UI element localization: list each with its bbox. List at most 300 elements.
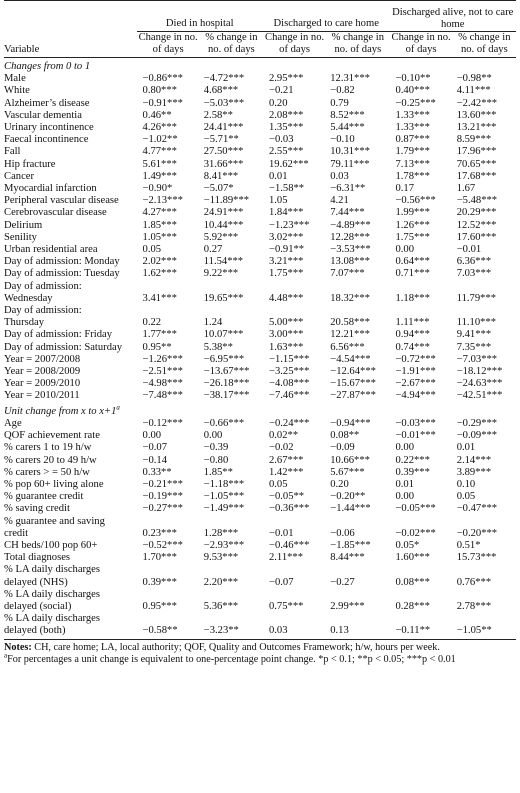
table-row [4,577,516,589]
table-cell [137,564,200,576]
table-row [4,455,516,467]
table-cell: −7.48*** [142,390,183,402]
table-cell: 7.35*** [456,341,492,353]
table-cell: −1.23*** [268,219,310,231]
table-cell: 20.29*** [456,207,497,219]
table-row [4,159,516,171]
table-cell: 12.52*** [456,219,497,231]
table-cell: −5.48*** [456,195,498,207]
table-cell: 0.00 [142,430,162,442]
table-cell: 18.32*** [330,292,370,304]
table-cell [389,564,452,576]
table-row [4,589,516,601]
table-cell: −0.01*** [395,430,436,442]
table-cell: 11.54*** [203,256,244,268]
table-cell: 1.70*** [142,552,177,564]
table-cell: −13.67*** [203,366,250,378]
table-cell: 7.07*** [330,268,365,280]
table-cell: −0.29*** [456,417,498,429]
table-cell: −24.63*** [456,378,503,390]
table-cell: 10.44*** [203,219,244,231]
row-label: % pop 60+ living alone [4,478,104,490]
table-cell [453,564,516,576]
table-cell: −0.21*** [142,478,183,490]
results-table [4,0,516,640]
table-cell: 0.13 [330,625,349,637]
table-row [4,73,516,85]
table-body [4,58,516,638]
table-cell: 3.02*** [268,231,304,243]
notes-label: Notes: [4,641,32,653]
table-row [4,601,516,613]
row-label: % LA daily discharges [4,564,101,576]
table-row [4,183,516,195]
table-cell [263,589,326,601]
table-cell: −0.14 [142,454,168,466]
section-title-text: Changes from 0 to 1 [4,61,91,72]
table-notes [4,642,516,666]
table-cell: −2.67*** [395,378,436,390]
table-cell: 8.41*** [203,170,239,182]
table-cell [137,589,200,601]
table-cell: 13.21*** [456,122,497,134]
row-label: Male [4,73,26,85]
table-cell: 4.27*** [142,207,177,219]
group-header: Discharged to care home [273,17,379,29]
table-cell [453,613,516,625]
table-row [4,366,516,378]
column-header: % change in no. of days [458,32,511,55]
table-cell: 0.95*** [142,600,177,612]
row-label: delayed (NHS) [4,576,68,588]
table-row [4,491,516,503]
table-cell [263,516,326,528]
table-cell: 13.60*** [456,109,497,121]
table-cell: −0.03 [268,134,294,146]
table-cell: 2.11*** [268,552,304,564]
table-cell: 0.71*** [395,268,430,280]
table-cell: 5.92*** [203,231,239,243]
table-cell: 3.41*** [142,292,177,304]
table-cell: −2.93*** [203,539,245,551]
table-cell: −38.17*** [203,390,250,402]
table-cell [453,305,516,317]
table-cell: −15.67*** [330,378,376,390]
table-cell: −0.21 [268,85,294,97]
table-cell: −4.94*** [395,390,436,402]
table-cell: 0.27 [203,244,223,256]
row-label: % LA daily discharges [4,588,101,600]
table-cell: −6.31** [330,183,366,195]
row-label: % carers 1 to 19 h/w [4,442,92,454]
table-cell: 17.68*** [456,170,497,182]
table-cell: 0.94*** [395,329,430,341]
column-header: Change in no. of days [138,32,198,55]
table-cell [200,613,263,625]
table-cell: −0.86*** [142,73,183,85]
table-cell [326,613,389,625]
table-cell: 0.33** [142,466,172,478]
table-cell: −7.03*** [456,353,498,365]
row-label: credit [4,527,29,539]
table-cell: 0.00 [395,491,414,503]
table-cell: −1.85*** [330,539,371,551]
row-label: % guarantee and saving [4,515,105,527]
table-row [4,390,516,402]
table-cell: 2.55*** [268,146,304,158]
table-cell: 0.95** [142,341,172,353]
table-cell: 0.28*** [395,600,430,612]
table-cell: 24.91*** [203,207,244,219]
table-cell: −0.10 [330,134,355,146]
table-cell [137,281,200,293]
table-cell: 0.20 [330,478,349,490]
table-cell: −0.09*** [456,430,498,442]
table-cell [137,613,200,625]
table-cell: 1.84*** [268,207,304,219]
row-label: Day of admission: Tuesday [4,268,120,280]
table-cell: 0.05 [142,244,162,256]
section-header-row [4,403,516,418]
table-row [4,134,516,146]
table-cell: −0.19*** [142,491,183,503]
group-header: Discharged alive, not to care home [392,7,514,30]
table-cell [200,516,263,528]
table-cell: 0.00 [395,244,414,256]
table-cell: −0.56*** [395,195,436,207]
table-cell [453,516,516,528]
table-cell: −0.90* [142,183,173,195]
table-cell: 0.39*** [395,466,430,478]
table-cell: −0.25*** [395,97,436,109]
table-cell [453,281,516,293]
table-cell: −0.05*** [395,503,436,515]
row-label: % carers 20 to 49 h/w [4,454,97,466]
row-label: Thursday [4,317,45,329]
table-cell: 3.21*** [268,256,304,268]
row-label: Fall [4,146,21,158]
column-header-row [4,32,516,57]
table-cell: 4.48*** [268,292,304,304]
column-header: Change in no. of days [391,32,451,55]
table-row [4,146,516,158]
section-header-row [4,58,516,74]
row-label: % carers > = 50 h/w [4,466,90,478]
table-cell: −0.46*** [268,539,310,551]
table-cell: 0.20 [268,97,288,109]
table-cell: 0.10 [456,478,476,490]
table-cell: −0.05** [268,491,305,503]
table-row [4,98,516,110]
table-cell: 2.67*** [268,454,304,466]
row-label: Delirium [4,219,43,231]
table-cell: −0.91*** [142,97,183,109]
table-cell: 0.64*** [395,256,430,268]
table-cell [200,281,263,293]
table-row [4,329,516,341]
table-cell: 0.05 [456,491,476,503]
table-cell: 27.50*** [203,146,244,158]
table-cell: 1.85*** [142,219,177,231]
table-cell: 19.65*** [203,292,244,304]
table-cell: 6.36*** [456,256,492,268]
notes-line [4,651,516,666]
table-cell: −2.51*** [142,366,183,378]
table-cell: 1.33*** [395,122,430,134]
table-row [4,122,516,134]
row-label: % guarantee credit [4,491,84,503]
row-label: White [4,85,30,97]
table-row [4,171,516,183]
table-cell: 0.51* [456,539,481,551]
table-cell: 2.99*** [330,600,365,612]
table-cell: −0.27*** [142,503,183,515]
table-cell: −3.53*** [330,244,371,256]
table-cell: 0.00 [203,430,223,442]
table-row [4,540,516,552]
table-cell: 4.77*** [142,146,177,158]
table-cell: 0.01 [456,442,476,454]
table-cell: 1.35*** [268,122,304,134]
section-title-text: Unit change from x to x+1 [4,405,117,417]
table-cell: −0.07 [268,576,294,588]
table-cell: −1.15*** [268,353,310,365]
table-cell: 17.60*** [456,231,497,243]
table-cell: −3.23** [203,625,239,637]
table-cell: 0.80*** [142,85,177,97]
table-cell: 2.58** [203,109,233,121]
table-row [4,442,516,454]
row-label: Faecal incontinence [4,134,89,146]
table-cell: −1.44*** [330,503,371,515]
table-cell: 0.01 [268,170,288,182]
table-cell: −0.03*** [395,417,436,429]
table-cell: 2.78*** [456,600,492,612]
table-row [4,516,516,528]
table-row [4,244,516,256]
table-cell: −5.03*** [203,97,245,109]
table-cell: −1.05*** [203,491,245,503]
row-label: Vascular dementia [4,109,82,121]
table-cell [200,589,263,601]
table-cell: 0.08** [330,430,360,442]
table-cell: 0.74*** [395,341,430,353]
group-header-row [4,3,516,30]
table-cell: 2.08*** [268,109,304,121]
row-label: Day of admission: Friday [4,329,112,341]
table-cell: −0.66*** [203,417,245,429]
table-cell [389,281,452,293]
table-cell: 1.26*** [395,219,430,231]
table-cell: −27.87*** [330,390,376,402]
table-cell: 1.99*** [395,207,430,219]
table-cell: 2.95*** [268,73,304,85]
table-row [4,85,516,97]
table-cell: 1.78*** [395,170,430,182]
row-label: Day of admission: [4,280,82,292]
row-label: delayed (social) [4,600,72,612]
table-cell: 0.05* [395,539,420,551]
table-cell: 5.38** [203,341,233,353]
table-row [4,268,516,280]
table-cell: −0.80 [203,454,229,466]
row-label: Alzheimer’s disease [4,97,90,109]
table-row [4,220,516,232]
row-label: Age [4,417,22,429]
column-header: % change in no. of days [331,32,385,55]
table-cell: 4.21 [330,195,349,207]
table-row [4,342,516,354]
table-cell [389,589,452,601]
table-cell: 5.67*** [330,466,365,478]
table-cell: −4.08*** [268,378,310,390]
table-cell: 15.73*** [456,552,497,564]
table-cell: 7.44*** [330,207,365,219]
table-cell: 1.75*** [268,268,304,280]
table-cell: 0.87*** [395,134,430,146]
table-cell: −2.13*** [142,195,183,207]
table-cell: 0.23*** [142,527,177,539]
table-cell: 1.79*** [395,146,430,158]
row-label: Hip fracture [4,158,56,170]
table-cell: 1.05 [268,195,288,207]
table-cell [326,589,389,601]
table-row [4,528,516,540]
table-row [4,305,516,317]
table-cell: 9.53*** [203,552,239,564]
table-cell: 0.03 [268,625,288,637]
table-cell: 0.76*** [456,576,492,588]
table-row [4,232,516,244]
table-cell: −0.98** [456,73,492,85]
table-cell: −1.02** [142,134,178,146]
footnote-marker: a [116,403,120,412]
table-cell: 1.77*** [142,329,177,341]
table-cell: 0.05 [268,478,288,490]
table-cell: −0.12*** [142,417,183,429]
table-cell: −0.07 [142,442,168,454]
table-cell: 8.59*** [456,134,492,146]
table-cell: −0.02*** [395,527,436,539]
table-cell: −0.06 [330,527,355,539]
table-cell [389,613,452,625]
table-cell: −0.11** [395,625,431,637]
section-title [4,403,516,418]
table-cell: 10.07*** [203,329,244,341]
table-cell: −2.42*** [456,97,498,109]
row-label: Day of admission: Saturday [4,341,122,353]
table-cell: −1.58** [268,183,305,195]
table-cell: −1.91*** [395,366,436,378]
table-row [4,354,516,366]
table-row [4,503,516,515]
row-label: Urban residential area [4,244,98,256]
table-row [4,430,516,442]
table-cell: 7.13*** [395,158,430,170]
table-cell: −1.49*** [203,503,245,515]
table-cell: −0.10** [395,73,431,85]
row-label: Year = 2010/2011 [4,390,80,402]
table-cell: 0.02** [268,430,299,442]
table-cell: 0.01 [395,478,414,490]
notes-line [4,642,516,654]
table-cell: 9.41*** [456,329,492,341]
table-cell: −4.54*** [330,353,371,365]
row-label: Senility [4,231,37,243]
row-label: Urinary incontinence [4,122,94,134]
table-cell [263,281,326,293]
table-cell [263,564,326,576]
table-cell: −0.94*** [330,417,371,429]
table-cell: 3.00*** [268,329,304,341]
row-label: Day of admission: [4,305,82,317]
table-cell: 0.03 [330,170,349,182]
table-cell: 0.08*** [395,576,430,588]
table-cell [389,305,452,317]
table-cell [263,613,326,625]
table-cell: 0.17 [395,183,414,195]
table-cell: 2.20*** [203,576,239,588]
table-row [4,564,516,576]
table-cell: −0.36*** [268,503,310,515]
table-cell: 3.89*** [456,466,492,478]
table-cell: −0.02 [268,442,294,454]
table-cell: 1.62*** [142,268,177,280]
table-cell: 1.49*** [142,170,177,182]
table-cell: 0.79 [330,97,349,109]
table-cell: 1.60*** [395,552,430,564]
column-header: % change in no. of days [205,32,258,55]
table-cell: 5.61*** [142,158,177,170]
table-cell: 0.39*** [142,576,177,588]
table-row [4,552,516,564]
table-cell: 0.75*** [268,600,304,612]
table-cell: −1.05** [456,625,492,637]
table-row [4,625,516,637]
table-cell: 79.11*** [330,158,370,170]
table-cell [200,305,263,317]
table-cell: −42.51*** [456,390,503,402]
table-cell: −12.64*** [330,366,376,378]
table-row [4,317,516,329]
table-row [4,418,516,430]
notes-significance: For percentages a unit change is equivalent to one-percentage point change. *p < 0.1; **p < 0.05; ***p < 0.01 [7,653,456,665]
table-cell: −6.95*** [203,353,245,365]
row-label: Total diagnoses [4,552,71,564]
table-cell: −7.46*** [268,390,310,402]
group-header: Died in hospital [165,17,234,29]
table-cell [326,564,389,576]
table-row [4,195,516,207]
table-cell: −4.89*** [330,219,371,231]
table-cell: 1.42*** [268,466,304,478]
table-cell: 4.26*** [142,122,177,134]
row-label: delayed (both) [4,625,66,637]
table-row [4,281,516,293]
table-cell [453,589,516,601]
table-cell: 1.24 [203,317,223,329]
row-label: % saving credit [4,503,70,515]
row-label: Year = 2008/2009 [4,366,81,378]
table-row [4,207,516,219]
table-cell: 4.11*** [456,85,491,97]
table-cell: 1.85** [203,466,233,478]
table-cell: −0.20** [330,491,366,503]
table-cell: −18.12*** [456,366,503,378]
table-cell: 0.46** [142,109,172,121]
table-cell: −0.72*** [395,353,436,365]
table-cell: −4.98*** [142,378,183,390]
